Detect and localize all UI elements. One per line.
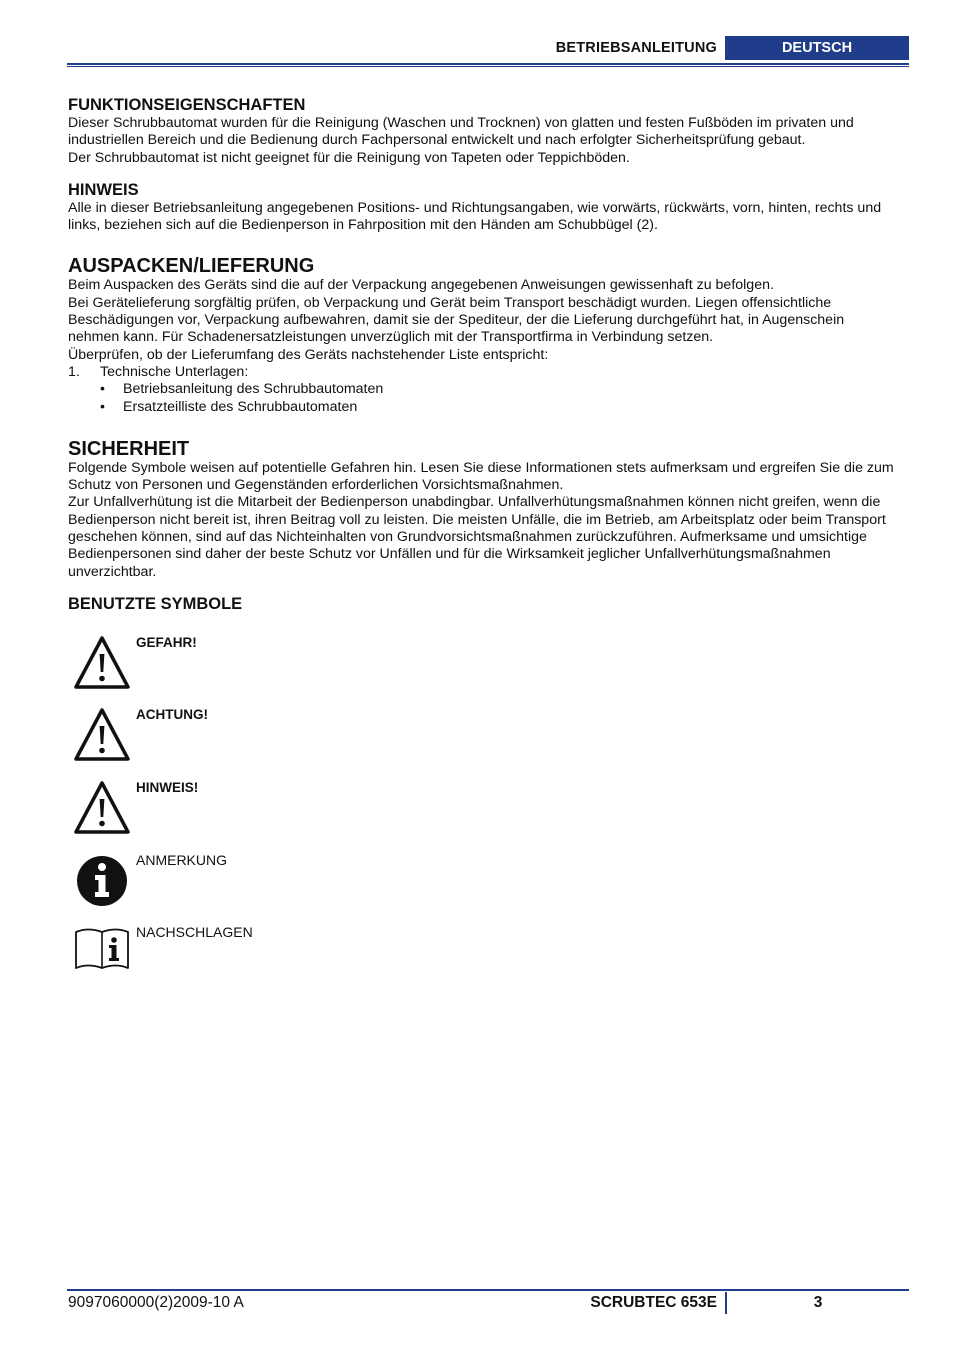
paragraph-line: Bei Gerätelieferung sorgfältig prüfen, ob Verpackung und Gerät beim Transport beschädigt wurden. Liegen offensichtliche	[68, 294, 832, 311]
warning-triangle-icon	[72, 634, 132, 692]
list-number: 1.	[68, 363, 80, 380]
info-circle-icon	[72, 852, 132, 910]
footer-doc-code: 9097060000(2)2009-10 A	[68, 1294, 244, 1311]
paragraph-line: Beschädigungen vor, Verpackung aufbewahren, damit sie der Spediteur, der die Lieferung durchgeführt hat, in Augenschein	[68, 312, 845, 329]
paragraph-line: Bedienpersonen sind daher der beste Schutz vor Unfällen und für die Wirksamkeit jeglicher Unfallverhütungsmaßnahmen	[68, 546, 831, 563]
paragraph-line: unverzichtbar.	[68, 563, 157, 580]
symbol-row-hinweis	[72, 779, 372, 841]
footer-divider	[725, 1292, 727, 1314]
section-heading-hinweis: HINWEIS	[68, 180, 139, 199]
symbol-label: GEFAHR!	[136, 635, 197, 650]
warning-triangle-icon	[72, 706, 132, 764]
section-heading-auspacken: AUSPACKEN/LIEFERUNG	[68, 255, 315, 278]
header-title: BETRIEBSANLEITUNG	[555, 40, 717, 56]
paragraph-line: Überprüfen, ob der Lieferumfang des Geräts nachstehender Liste entspricht:	[68, 346, 549, 363]
page-number: 3	[813, 1294, 823, 1311]
paragraph-line: nehmen kann. Für Schadenersatzleistungen unverzüglich mit der Transportfirma in Verbindung setzen.	[68, 329, 714, 346]
paragraph-line: Dieser Schrubbautomat wurden für die Reinigung (Waschen und Trocknen) von glatten und festen Fußböden im privaten und	[68, 115, 854, 131]
symbol-label: NACHSCHLAGEN	[136, 924, 253, 940]
section-heading-benutzte-symbole: BENUTZTE SYMBOLE	[68, 594, 243, 613]
main-content	[68, 96, 910, 614]
manual-book-icon	[72, 924, 132, 974]
numbered-list-item	[68, 364, 910, 381]
paragraph-line: Schutz von Personen und Gegenständen erforderlichen Vorsichtsmaßnahmen.	[68, 477, 564, 494]
language-badge: DEUTSCH	[725, 36, 909, 60]
bullet-list-item	[68, 399, 910, 416]
symbol-row-anmerkung	[72, 852, 372, 914]
paragraph-line: industriellen Bereich und die Bedienung durch Fachpersonal entwickelt und nach erfolgter Sicherheitsprüfung gebaut.	[68, 132, 806, 149]
symbol-row-achtung	[72, 706, 372, 768]
paragraph-line: Der Schrubbautomat ist nicht geeignet für die Reinigung von Tapeten oder Teppichböden.	[68, 149, 630, 166]
footer-rule	[67, 1289, 909, 1291]
bullet-text: Ersatzteilliste des Schrubbautomaten	[123, 398, 358, 415]
bullet-mark: •	[100, 398, 105, 415]
list-item-text: Technische Unterlagen:	[100, 363, 249, 380]
paragraph-line: links, beziehen sich auf die Bedienperson in Fahrposition mit den Händen am Schubbügel (2).	[68, 217, 658, 234]
paragraph-line: Beim Auspacken des Geräts sind die auf der Verpackung angegebenen Anweisungen gewissenhaft zu befolgen.	[68, 277, 774, 294]
footer-model-name: SCRUBTEC 653E	[590, 1294, 717, 1311]
symbol-row-gefahr	[72, 634, 372, 696]
paragraph-line: Zur Unfallverhütung ist die Mitarbeit der Bedienperson unabdingbar. Unfallverhütungsmaßnahmen können nicht greifen, wenn die	[68, 494, 881, 511]
bullet-list-item	[68, 381, 910, 398]
section-heading-sicherheit: SICHERHEIT	[68, 437, 190, 460]
symbol-row-nachschlagen	[72, 924, 372, 986]
header-rule	[67, 63, 909, 65]
symbol-label: ANMERKUNG	[136, 852, 228, 868]
paragraph-line: Folgende Symbole weisen auf potentielle Gefahren hin. Lesen Sie diese Informationen stets aufmerksam und ergreifen Sie die zum	[68, 459, 894, 476]
paragraph-line: Bedienperson nicht bereit ist, ihren Beitrag voll zu leisten. Die meisten Unfälle, die im Betrieb, am Arbeitsplatz oder beim Transport	[68, 511, 886, 528]
bullet-mark: •	[100, 381, 105, 398]
paragraph-line: geschehen können, sind auf das Nichteinhalten von Grundvorsichtsmaßnahmen zurückzuführen. Aufmerksame und umsichtige	[68, 529, 867, 546]
warning-triangle-icon	[72, 779, 132, 837]
bullet-text: Betriebsanleitung des Schrubbautomaten	[123, 381, 384, 398]
header-rule-thin	[67, 66, 909, 67]
symbol-label: ACHTUNG!	[136, 707, 208, 722]
symbol-label: HINWEIS!	[136, 780, 199, 795]
paragraph-line: Alle in dieser Betriebsanleitung angegebenen Positions- und Richtungsangaben, wie vorwärts, rückwärts, vorn, hinten, rechts und	[68, 199, 882, 216]
section-heading-funktionseigenschaften: FUNKTIONSEIGENSCHAFTEN	[68, 96, 306, 114]
